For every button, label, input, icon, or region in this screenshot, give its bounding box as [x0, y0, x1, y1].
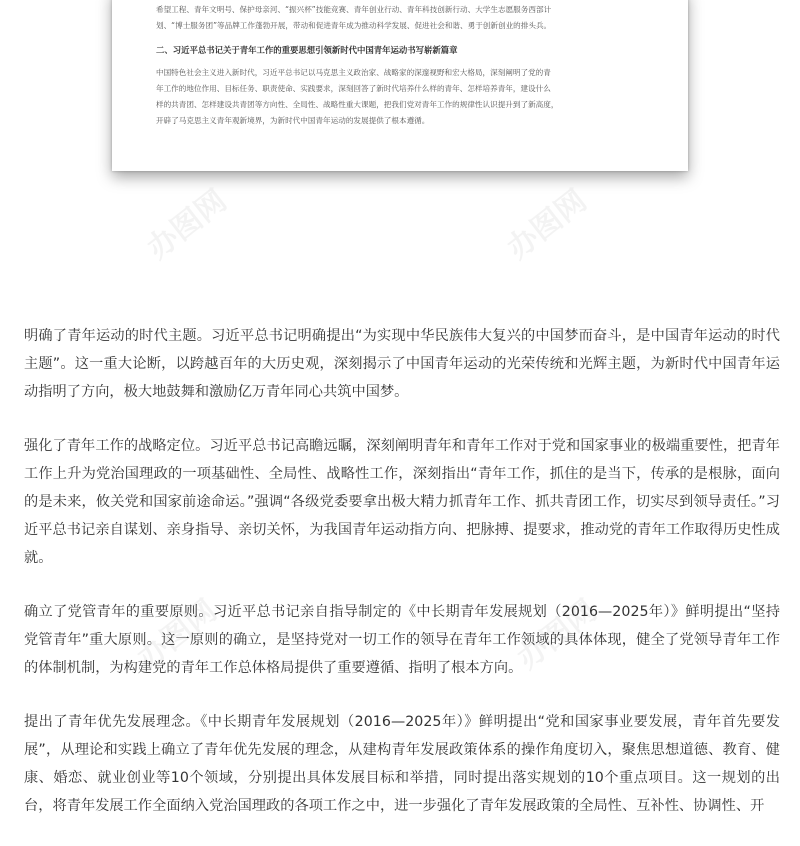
article-paragraph: 明确了青年运动的时代主题。习近平总书记明确提出“为实现中华民族伟大复兴的中国梦而奋斗，是中国青年运动的时代主题”。这一重大论断，以跨越百年的大历史观，深刻揭示了中国青年运动的光荣传统和光辉主题，为新时代中国青年运动指明了方向，极大地鼓舞和激励亿万青年同心共筑中国梦。	[24, 328, 780, 400]
article-paragraph: 强化了青年工作的战略定位。习近平总书记高瞻远瞩，深刻阐明青年和青年工作对于党和国家事业的极端重要性，把青年工作上升为党治国理政的一项基础性、全局性、战略性工作，深刻指出“青年工作，抓住的是当下，传承的是根脉，面向的是未来，攸关党和国家前途命运。”强调“各级党委要拿出极大精力抓青年工作、抓共青团工作，切实尽到领导责任。”习近平总书记亲自谋划、亲身指导、亲切关怀，为我国青年运动指方向、把脉搏、提要求，推动党的青年工作取得历史性成就。	[24, 438, 780, 566]
watermark: 办图网	[130, 593, 224, 677]
watermark: 办图网	[140, 183, 234, 267]
preview-line: 希望工程、青年文明号、保护母亲河、“振兴杯”技能竞赛、青年创业行动、青年科技创新行动、大学生志愿服务西部计	[156, 5, 552, 14]
article-paragraph: 确立了党管青年的重要原则。习近平总书记亲自指导制定的《中长期青年发展规划（2016—2025年）》鲜明提出“坚持党管青年”重大原则。这一原则的确立，是坚持党对一切工作的领导在青年工作领域的具体体现，健全了党领导青年工作的体制机制，为构建党的青年工作总体格局提供了重要遵循、指明了根本方向。	[24, 604, 780, 676]
document-preview-text	[156, 2, 646, 129]
preview-line: 样的共青团、怎样建设共青团等方向性、全局性、战略性重大课题，把我们党对青年工作的规律性认识提升到了新高度，	[156, 100, 559, 109]
preview-line: 中国特色社会主义进入新时代，习近平总书记以马克思主义政治家、战略家的深邃视野和宏大格局，深刻阐明了党的青	[156, 68, 551, 77]
section-heading: 二、习近平总书记关于青年工作的重要思想引领新时代中国青年运动书写崭新篇章	[156, 45, 458, 55]
preview-line: 划、“博士服务团”等品牌工作蓬勃开展，带动和促进青年成为推动科学发展、促进社会和谐、勇于创新创业的排头兵。	[156, 21, 552, 30]
preview-line: 开辟了马克思主义青年观新境界，为新时代中国青年运动的发展提供了根本遵循。	[156, 116, 430, 125]
article-body	[24, 322, 780, 846]
watermark: 办图网	[500, 183, 594, 267]
document-preview-card	[112, 0, 688, 171]
watermark: 办图网	[510, 593, 604, 677]
preview-line: 年工作的地位作用、目标任务、职责使命、实践要求，深刻回答了新时代培养什么样的青年、怎样培养青年，建设什么	[156, 84, 551, 93]
article-paragraph: 提出了青年优先发展理念。《中长期青年发展规划（2016—2025年）》鲜明提出“党和国家事业要发展，青年首先要发展”，从理论和实践上确立了青年优先发展的理念，从建构青年发展政策体系的操作角度切入，聚焦思想道德、教育、健康、婚恋、就业创业等10个领域，分别提出具体发展目标和举措，同时提出落实规划的10个重点项目。这一规划的出台，将青年发展工作全面纳入党治国理政的各项工作之中，进一步强化了青年发展政策的全局性、互补性、协调性、开	[24, 714, 780, 814]
